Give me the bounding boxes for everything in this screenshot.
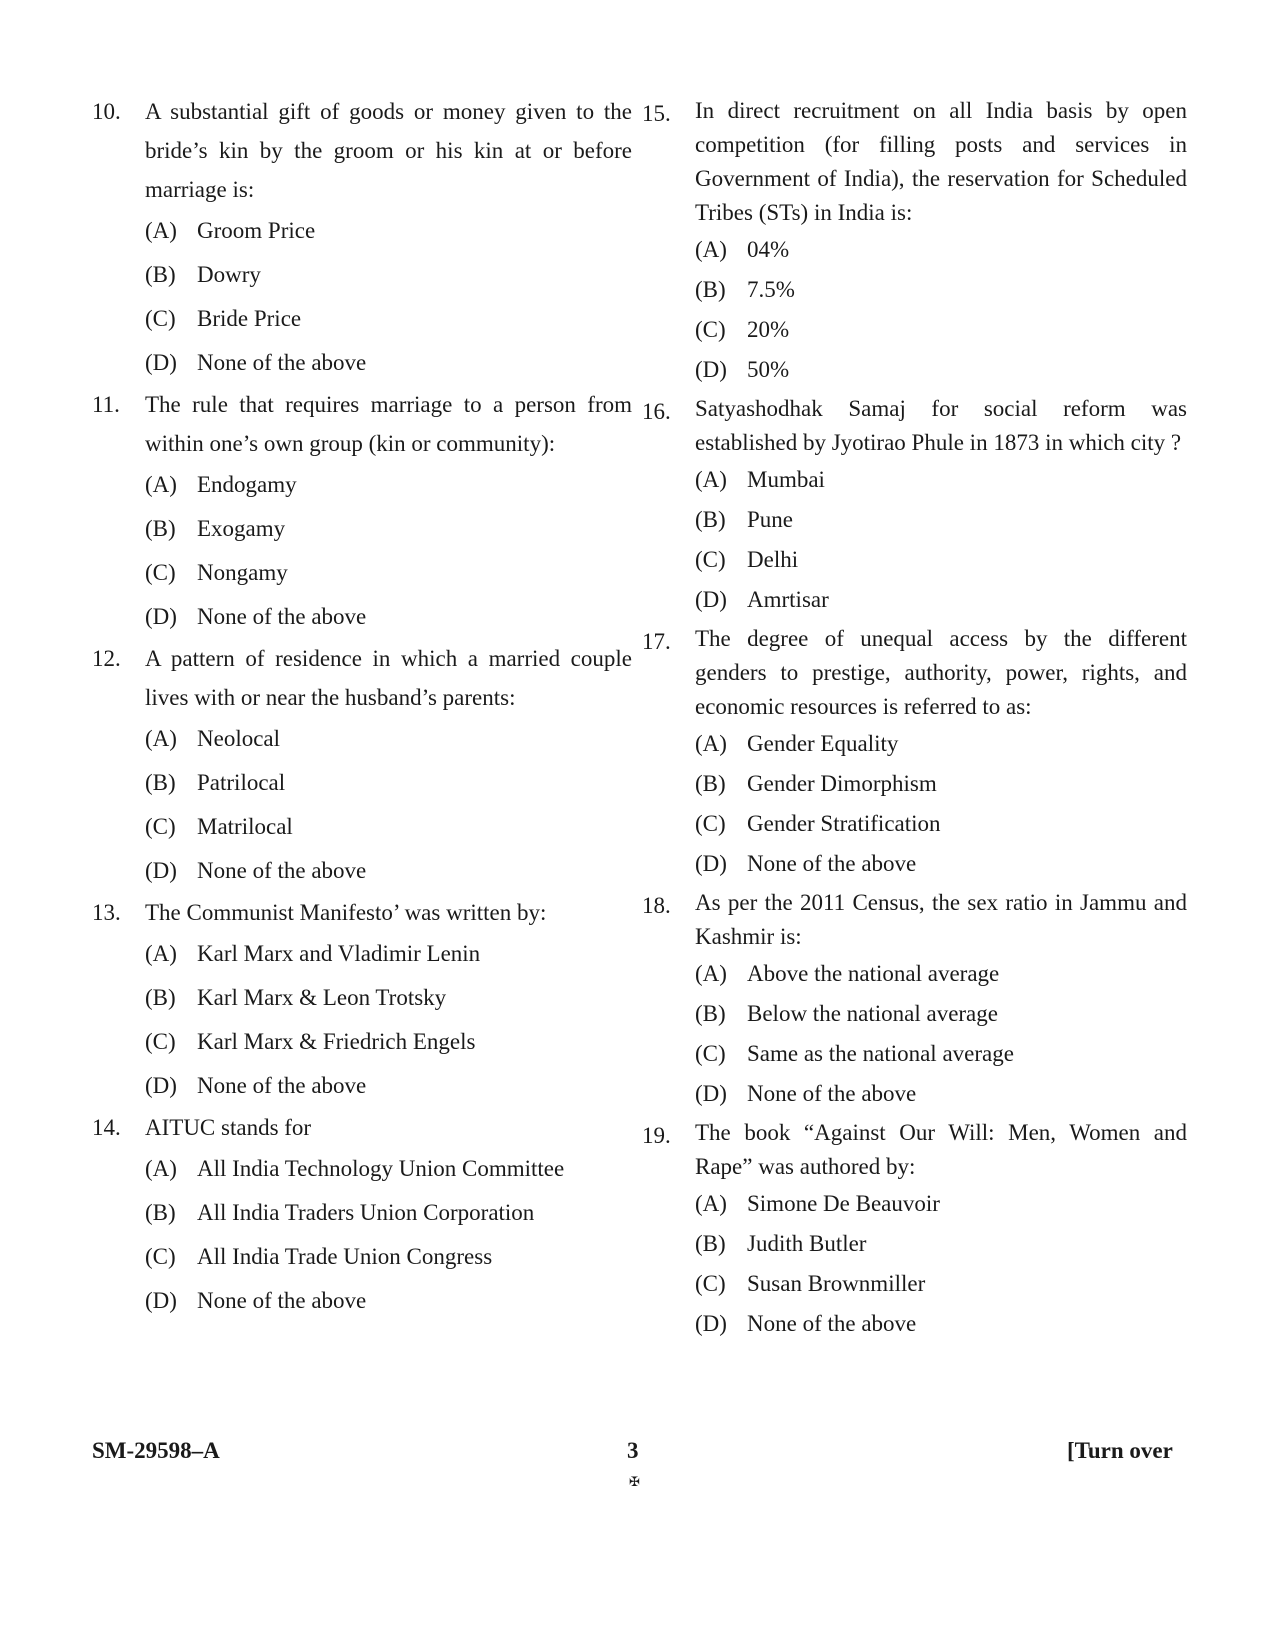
- option-text: Amrtisar: [747, 587, 829, 612]
- option-item: [642, 310, 1187, 350]
- registration-mark: ✠: [629, 1474, 640, 1489]
- question-text: In direct recruitment on all India basis by open competition (for filling posts and services in Government of India), the reservation for Scheduled Tribes (STs) in India is:: [695, 98, 1187, 225]
- question-text: The rule that requires marriage to a person from within one’s own group (kin or community):: [145, 392, 632, 456]
- option-label: (B): [145, 1200, 176, 1225]
- option-text: Patrilocal: [197, 770, 286, 795]
- question-19: [642, 1116, 1187, 1184]
- question-18: [642, 886, 1187, 954]
- option-text: None of the above: [197, 604, 367, 629]
- option-text: Dowry: [197, 262, 261, 287]
- question-text: Satyashodhak Samaj for social reform was established by Jyotirao Phule in 1873 in which city ?: [695, 396, 1187, 455]
- option-text: Pune: [747, 507, 793, 532]
- option-text: Below the national average: [747, 1001, 998, 1026]
- option-text: Delhi: [747, 547, 799, 572]
- question-15: [642, 94, 1187, 230]
- option-label: (B): [695, 507, 726, 532]
- option-text: Karl Marx & Leon Trotsky: [197, 985, 447, 1010]
- question-number: 19.: [642, 1123, 671, 1148]
- option-label: (C): [145, 306, 176, 331]
- option-text: All India Traders Union Corporation: [197, 1200, 535, 1225]
- option-item: [92, 1020, 632, 1064]
- option-label: (B): [145, 985, 176, 1010]
- question-number: 16.: [642, 399, 671, 424]
- question-16: [642, 392, 1187, 460]
- option-text: None of the above: [747, 1311, 917, 1336]
- question-number: 10.: [92, 99, 121, 124]
- option-text: Gender Stratification: [747, 811, 941, 836]
- question-text: The Communist Manifesto’ was written by:: [145, 900, 547, 925]
- option-item: [642, 500, 1187, 540]
- option-item: [642, 1184, 1187, 1224]
- option-item: [642, 1034, 1187, 1074]
- option-label: (A): [695, 731, 727, 756]
- option-item: [92, 717, 632, 761]
- option-text: Matrilocal: [197, 814, 293, 839]
- option-label: (B): [695, 277, 726, 302]
- question-text: A pattern of residence in which a married couple lives with or near the husband’s parents:: [145, 646, 632, 710]
- option-item: [642, 230, 1187, 270]
- question-text: The book “Against Our Will: Men, Women and Rape” was authored by:: [695, 1120, 1187, 1179]
- turn-over-note: [Turn over: [1067, 1438, 1173, 1463]
- option-label: (D): [145, 858, 177, 883]
- option-item: [642, 954, 1187, 994]
- option-text: Susan Brownmiller: [747, 1271, 926, 1296]
- option-item: [92, 253, 632, 297]
- option-label: (B): [145, 516, 176, 541]
- option-item: [92, 976, 632, 1020]
- option-text: Karl Marx and Vladimir Lenin: [197, 941, 481, 966]
- option-item: [642, 1304, 1187, 1344]
- option-item: [642, 350, 1187, 390]
- option-item: [642, 580, 1187, 620]
- option-label: (D): [695, 587, 727, 612]
- option-label: (D): [695, 851, 727, 876]
- option-item: [642, 1074, 1187, 1114]
- question-11: [92, 385, 632, 463]
- option-text: All India Trade Union Congress: [197, 1244, 493, 1269]
- question-12: [92, 639, 632, 717]
- option-item: [642, 460, 1187, 500]
- option-text: None of the above: [197, 858, 367, 883]
- page-number: 3: [627, 1438, 639, 1463]
- option-label: (B): [695, 771, 726, 796]
- option-label: (B): [145, 770, 176, 795]
- question-text: As per the 2011 Census, the sex ratio in Jammu and Kashmir is:: [695, 890, 1187, 949]
- option-item: [92, 761, 632, 805]
- option-label: (C): [695, 547, 726, 572]
- option-item: [92, 1147, 632, 1191]
- option-text: Groom Price: [197, 218, 316, 243]
- question-14: [92, 1108, 632, 1147]
- question-number: 17.: [642, 629, 671, 654]
- question-10: [92, 92, 632, 209]
- option-item: [92, 1235, 632, 1279]
- option-label: (D): [145, 1288, 177, 1313]
- option-text: None of the above: [747, 851, 917, 876]
- option-item: [92, 932, 632, 976]
- option-label: (A): [695, 237, 727, 262]
- option-text: Exogamy: [197, 516, 286, 541]
- option-item: [642, 540, 1187, 580]
- option-item: [642, 270, 1187, 310]
- option-label: (D): [695, 1081, 727, 1106]
- option-item: [642, 804, 1187, 844]
- option-item: [642, 1264, 1187, 1304]
- option-item: [642, 844, 1187, 884]
- option-item: [92, 595, 632, 639]
- option-item: [92, 1064, 632, 1108]
- option-label: (D): [145, 1073, 177, 1098]
- option-item: [92, 297, 632, 341]
- option-label: (A): [145, 726, 177, 751]
- option-text: Neolocal: [197, 726, 281, 751]
- option-label: (C): [145, 814, 176, 839]
- option-item: [92, 849, 632, 893]
- option-text: 20%: [747, 317, 790, 342]
- option-label: (A): [145, 941, 177, 966]
- option-text: Judith Butler: [747, 1231, 867, 1256]
- option-label: (C): [145, 1244, 176, 1269]
- option-text: None of the above: [197, 1073, 367, 1098]
- option-label: (D): [145, 604, 177, 629]
- option-label: (B): [695, 1001, 726, 1026]
- question-number: 14.: [92, 1115, 121, 1140]
- option-label: (C): [145, 560, 176, 585]
- option-text: Nongamy: [197, 560, 288, 585]
- option-label: (A): [695, 1191, 727, 1216]
- option-label: (D): [695, 1311, 727, 1336]
- option-label: (C): [145, 1029, 176, 1054]
- option-text: Gender Equality: [747, 731, 899, 756]
- question-number: 13.: [92, 900, 121, 925]
- option-label: (D): [695, 357, 727, 382]
- option-label: (A): [145, 1156, 177, 1181]
- right-column: [642, 92, 1187, 1344]
- left-column: [92, 92, 632, 1323]
- option-text: Simone De Beauvoir: [747, 1191, 940, 1216]
- option-text: Bride Price: [197, 306, 302, 331]
- question-number: 18.: [642, 893, 671, 918]
- option-item: [92, 805, 632, 849]
- option-text: None of the above: [197, 1288, 367, 1313]
- option-item: [92, 551, 632, 595]
- question-text: AITUC stands for: [145, 1115, 312, 1140]
- option-text: Karl Marx & Friedrich Engels: [197, 1029, 476, 1054]
- option-text: Above the national average: [747, 961, 1000, 986]
- option-item: [642, 994, 1187, 1034]
- question-number: 12.: [92, 646, 121, 671]
- option-label: (A): [695, 961, 727, 986]
- option-item: [642, 764, 1187, 804]
- option-item: [92, 463, 632, 507]
- option-text: 50%: [747, 357, 790, 382]
- option-item: [92, 209, 632, 253]
- option-text: Mumbai: [747, 467, 825, 492]
- option-label: (B): [695, 1231, 726, 1256]
- question-13: [92, 893, 632, 932]
- option-item: [92, 1279, 632, 1323]
- option-text: Endogamy: [197, 472, 297, 497]
- question-17: [642, 622, 1187, 724]
- option-item: [642, 724, 1187, 764]
- option-item: [642, 1224, 1187, 1264]
- question-text: The degree of unequal access by the different genders to prestige, authority, power, rights, and economic resources is referred to as:: [695, 626, 1187, 719]
- question-text: A substantial gift of goods or money given to the bride’s kin by the groom or his kin at or before marriage is:: [145, 99, 632, 202]
- option-item: [92, 341, 632, 385]
- option-text: 7.5%: [747, 277, 795, 302]
- option-label: (C): [695, 1271, 726, 1296]
- question-number: 15.: [642, 101, 671, 126]
- option-label: (A): [145, 218, 177, 243]
- option-label: (D): [145, 350, 177, 375]
- question-number: 11.: [92, 392, 120, 417]
- option-text: None of the above: [197, 350, 367, 375]
- option-label: (A): [695, 467, 727, 492]
- option-label: (C): [695, 1041, 726, 1066]
- option-text: Gender Dimorphism: [747, 771, 937, 796]
- option-label: (C): [695, 317, 726, 342]
- option-text: None of the above: [747, 1081, 917, 1106]
- option-text: 04%: [747, 237, 790, 262]
- option-text: All India Technology Union Committee: [197, 1156, 565, 1181]
- option-text: Same as the national average: [747, 1041, 1014, 1066]
- option-label: (C): [695, 811, 726, 836]
- option-label: (A): [145, 472, 177, 497]
- option-label: (B): [145, 262, 176, 287]
- option-item: [92, 1191, 632, 1235]
- paper-code: SM-29598–A: [92, 1438, 220, 1463]
- option-item: [92, 507, 632, 551]
